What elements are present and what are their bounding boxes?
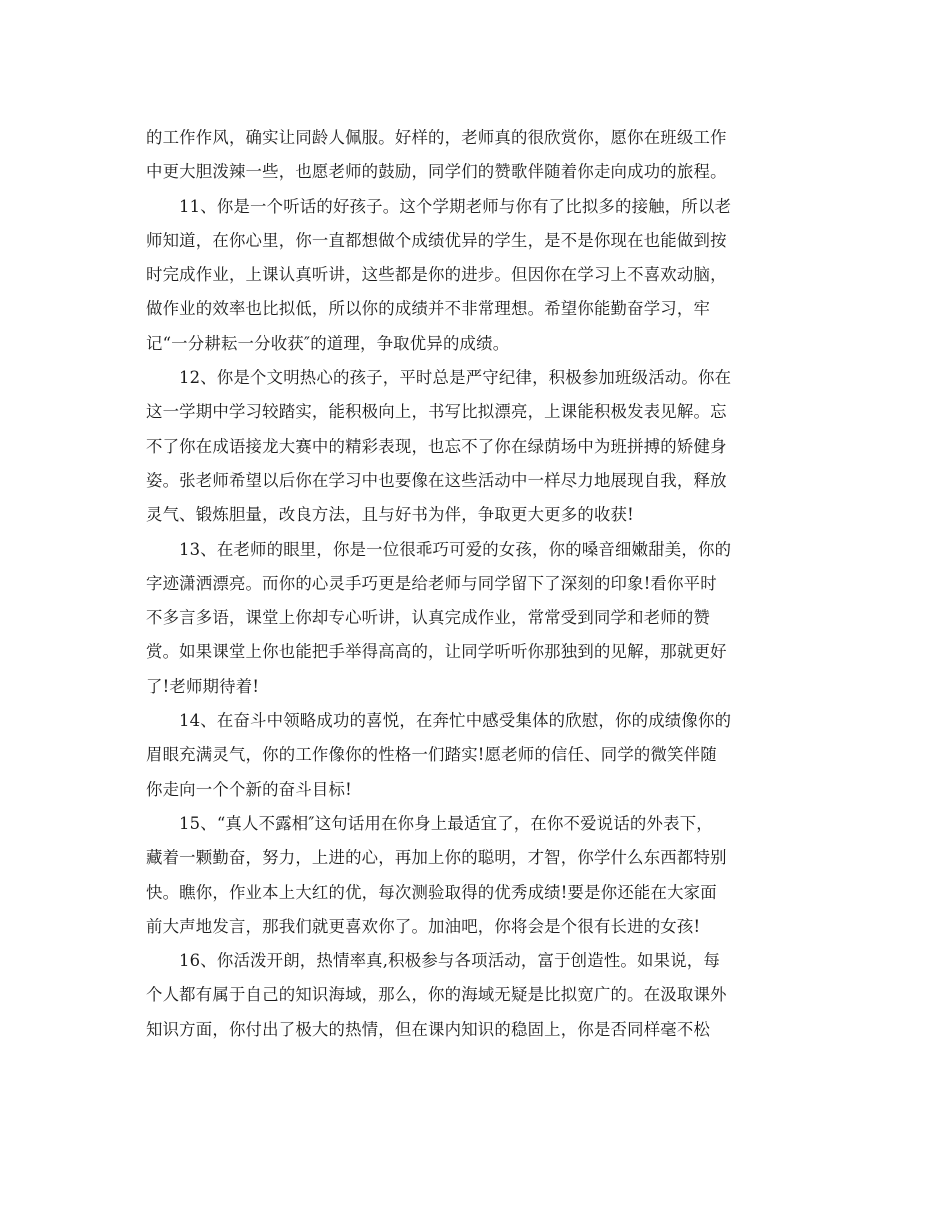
text-line: 不了你在成语接龙大赛中的精彩表现，也忘不了你在绿荫场中为班拼搏的矫健身 [146, 436, 727, 456]
text-line: 你走向一个个新的奋斗目标! [146, 779, 352, 799]
text-line: 前大声地发言，那我们就更喜欢你了。加油吧，你将会是个很有长进的女孩! [146, 916, 701, 936]
text-line: 记“一分耕耘一分收获″的道理，争取优异的成绩。 [146, 333, 510, 353]
text-line: 灵气、锻炼胆量，改良方法，且与好书为伴，争取更大更多的收获! [146, 505, 634, 525]
paragraph-first-line: 11、你是一个听话的好孩子。这个学期老师与你有了比拟多的接触，所以老 [179, 196, 732, 216]
text-line: 师知道，在你心里，你一直都想做个成绩优异的学生，是不是你现在也能做到按 [146, 230, 727, 250]
text-line: 不多言多语，课堂上你却专心听讲，认真完成作业，常常受到同学和老师的赞 [146, 608, 711, 628]
paragraph-first-line: 14、在奋斗中领略成功的喜悦，在奔忙中感受集体的欣慰，你的成绩像你的 [179, 711, 732, 731]
text-line: 眉眼充满灵气，你的工作像你的性格一们踏实!愿老师的信任、同学的微笑伴随 [146, 745, 717, 765]
text-line: 赏。如果课堂上你也能把手举得高高的，让同学听听你那独到的见解，那就更好 [146, 642, 727, 662]
text-line: 快。瞧你，作业本上大红的优，每次测验取得的优秀成绩!要是你还能在大家面 [146, 882, 717, 902]
text-line: 个人都有属于自己的知识海域，那么，你的海域无疑是比拟宽广的。在汲取课外 [146, 985, 727, 1005]
text-line: 这一学期中学习较踏实，能积极向上，书写比拟漂亮，上课能积极发表见解。忘 [146, 402, 727, 422]
paragraph-first-line: 15、“真人不露相″这句话用在你身上最适宜了，在你不爱说话的外表下， [179, 813, 713, 833]
text-line: 做作业的效率也比拟低，所以你的成绩并不非常理想。希望你能勤奋学习，牢 [146, 299, 711, 319]
document-body [146, 121, 806, 1047]
text-line: 藏着一颗勤奋，努力，上进的心，再加上你的聪明，才智，你学什么东西都特别 [146, 848, 727, 868]
text-line: 的工作作风，确实让同龄人佩服。好样的，老师真的很欣赏你，愿你在班级工作 [146, 128, 727, 147]
paragraph-first-line: 13、在老师的眼里，你是一位很乖巧可爱的女孩，你的嗓音细嫩甜美，你的 [179, 539, 732, 559]
text-line: 了!老师期待着! [146, 676, 260, 696]
text-line: 中更大胆泼辣一些，也愿老师的鼓励，同学们的赞歌伴随着你走向成功的旅程。 [146, 162, 727, 182]
text-line: 知识方面，你付出了极大的热情，但在课内知识的稳固上，你是否同样毫不松 [146, 1019, 711, 1039]
text-line: 时完成作业，上课认真听讲，这些都是你的进步。但因你在学习上不喜欢动脑， [146, 265, 727, 285]
text-line: 姿。张老师希望以后你在学习中也要像在这些活动中一样尽力地展现自我，释放 [146, 470, 727, 490]
text-line: 字迹潇洒漂亮。而你的心灵手巧更是给老师与同学留下了深刻的印象!看你平时 [146, 573, 717, 593]
paragraph-first-line: 16、你活泼开朗，热情率真,积极参与各项活动，富于创造性。如果说，每 [179, 951, 720, 971]
paragraph-first-line: 12、你是个文明热心的孩子，平时总是严守纪律，积极参加班级活动。你在 [179, 368, 732, 388]
